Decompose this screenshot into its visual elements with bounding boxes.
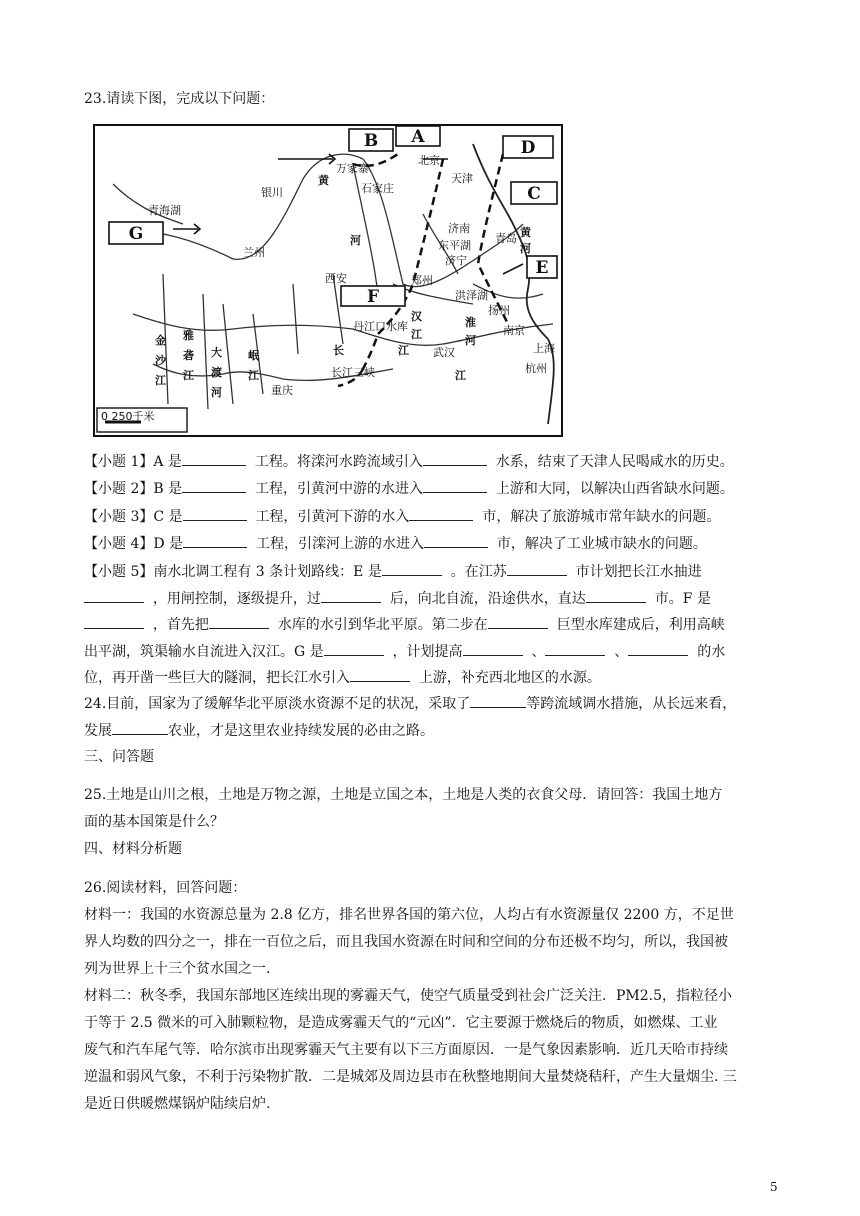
sub5-text: 水库的水引到华北平原。第二步在: [277, 617, 488, 633]
sub4-text-b: 市，解决了工业城市缺水的问题。: [496, 536, 707, 552]
sub2-text-b: 上游和大同，以解决山西省缺水问题。: [495, 481, 734, 497]
label-a: A: [411, 127, 425, 147]
sub3-text-b: 市，解决了旅游城市常年缺水的问题。: [482, 509, 721, 525]
place-label: 济南: [448, 222, 470, 235]
river-label: 岷: [248, 349, 259, 362]
material-2-line: 于等于 2.5 微米的可入肺颗粒物，是造成雾霾天气的“元凶”．它主要源于燃烧后的物质，如燃煤、工业: [84, 1015, 718, 1031]
q24-line1: [84, 693, 784, 714]
sub5-text: 。在江苏: [450, 564, 507, 580]
river-label: 江: [398, 344, 409, 357]
material-1-line: 列为世界上十三个贫水国之一.: [84, 961, 271, 977]
sub4-prefix: 【小题 4】D 是: [84, 536, 184, 552]
q24-line2: [84, 720, 784, 741]
q23-sub3: [84, 506, 784, 527]
answer-blank[interactable]: [182, 451, 246, 466]
place-label: 北京: [418, 154, 440, 167]
river-label: 河: [465, 334, 476, 347]
label-g: G: [128, 224, 144, 244]
section-3-heading: 三、问答题: [84, 749, 154, 765]
sub5-text: 后，向北自流，沿途供水，直达: [389, 591, 586, 607]
q24-text: 发展: [84, 723, 112, 739]
place-label: 杭州: [525, 362, 547, 375]
place-label: 济宁: [445, 254, 467, 267]
answer-blank[interactable]: [409, 506, 473, 521]
q26-title: 26.阅读材料，回答问题：: [84, 880, 247, 896]
river-label: 长: [333, 344, 344, 357]
material-1-line: 材料一：我国的水资源总量为 2.8 亿方，排名世界各国的第六位，人均占有水资源量仅 2200 方，不足世: [84, 907, 734, 923]
sub5-text: 的水: [697, 644, 726, 660]
section-4-heading: 四、材料分析题: [84, 841, 182, 857]
label-e: E: [535, 258, 549, 278]
place-label: 青岛: [495, 232, 517, 245]
sub5-text: ，首先把: [152, 617, 209, 633]
q23-sub2: [84, 478, 784, 499]
water-transfer-map: [93, 124, 563, 437]
q24-text: 等跨流域调水措施，从长远来看，: [526, 696, 737, 712]
answer-blank[interactable]: [321, 588, 381, 603]
label-f: F: [366, 287, 380, 307]
river-label: 黄: [318, 174, 329, 187]
place-label: 西安: [325, 272, 347, 285]
place-label: 银川: [261, 186, 283, 199]
sub5-text: 【小题 5】南水北调工程有 3 条计划路线：E 是: [84, 564, 382, 580]
sub5-text: 上游，补充西北地区的水源。: [418, 670, 601, 686]
sub5-text: 、: [614, 644, 629, 660]
answer-blank[interactable]: [507, 561, 567, 576]
sub1-text-a: 工程。将滦河水跨流域引入: [254, 454, 423, 470]
q23-sub1: [84, 451, 784, 472]
q23-sub5-line5: [84, 667, 784, 688]
material-2-line: 废气和汽车尾气等．哈尔滨市出现雾霾天气主要有以下三方面原因．一是气象因素影响．近几天哈市持续: [84, 1042, 728, 1058]
place-label: 石家庄: [361, 182, 394, 195]
place-label: 扬州: [488, 304, 510, 317]
river-label: 江: [411, 328, 422, 341]
sub5-text: 、: [531, 644, 546, 660]
answer-blank[interactable]: [423, 451, 487, 466]
place-label: 兰州: [243, 246, 265, 259]
place-label: 东平湖: [438, 239, 471, 252]
answer-blank[interactable]: [470, 693, 526, 708]
material-2-line: 是近日供暖燃煤锅炉陆续启炉.: [84, 1096, 271, 1112]
place-label: 长江三峡: [331, 366, 375, 379]
place-label: 南京: [503, 324, 525, 337]
river-label: 江: [155, 374, 166, 387]
river-label: 河: [350, 234, 361, 247]
sub3-prefix: 【小题 3】C 是: [84, 509, 183, 525]
sub2-prefix: 【小题 2】B 是: [84, 481, 183, 497]
place-label: 青海湖: [148, 204, 181, 217]
place-label: 洪泽湖: [455, 289, 488, 302]
material-2-line: 逆温和弱风气象，不利于污染物扩散．二是城郊及周边县市在秋整地期间大量焚烧秸秆，产生大量烟尘. 三: [84, 1069, 737, 1085]
q23-sub5-line2: [84, 588, 784, 609]
answer-blank[interactable]: [586, 588, 646, 603]
sub5-text: 市计划把长江水抽进: [575, 564, 702, 580]
answer-blank[interactable]: [324, 641, 384, 656]
river-label: 黄: [520, 226, 531, 239]
river-label: 汉: [411, 310, 422, 323]
q24-text: 农业，才是这里农业持续发展的必由之路。: [168, 723, 434, 739]
answer-blank[interactable]: [183, 506, 247, 521]
label-d: D: [520, 138, 536, 158]
place-label: 万家寨: [336, 162, 369, 175]
label-b: B: [363, 131, 379, 151]
river-label: 河: [520, 242, 531, 255]
q23-sub5-line4: [84, 641, 784, 662]
answer-blank[interactable]: [84, 614, 144, 629]
answer-blank[interactable]: [112, 720, 168, 735]
q23-sub5-line3: [84, 614, 784, 635]
place-label: 天津: [451, 172, 473, 185]
sub5-text: ，用闸控制，逐级提升，过: [152, 591, 321, 607]
q25-line2: 面的基本国策是什么？: [84, 814, 224, 830]
answer-blank[interactable]: [628, 641, 688, 656]
river-label: 江: [455, 369, 466, 382]
answer-blank[interactable]: [183, 533, 247, 548]
river-label: 大: [211, 346, 222, 359]
material-2-line: 材料二：秋冬季，我国东部地区连续出现的雾霾天气，使空气质量受到社会广泛关注．PM2.5，指粒径小: [84, 988, 733, 1004]
map-scale: 0 250千米: [101, 410, 155, 423]
q23-title: 23.请读下图，完成以下问题：: [84, 91, 275, 107]
sub3-text-a: 工程，引黄河下游的水入: [255, 509, 410, 525]
label-c: C: [527, 184, 541, 204]
sub5-text: ，计划提高: [392, 644, 463, 660]
answer-blank[interactable]: [463, 641, 523, 656]
answer-blank[interactable]: [423, 478, 487, 493]
sub5-text: 出平湖，筑渠输水自流进入汉江。G 是: [84, 644, 324, 660]
river-label: 砻: [183, 349, 194, 362]
place-label: 丹江口水库: [353, 320, 408, 333]
answer-blank[interactable]: [182, 478, 246, 493]
page-number: 5: [770, 1180, 778, 1194]
sub5-text: 位，再开凿一些巨大的隧洞，把长江水引入: [84, 670, 350, 686]
river-label: 雅: [183, 329, 194, 342]
q23-sub4: [84, 533, 784, 554]
answer-blank[interactable]: [424, 533, 488, 548]
sub5-text: 市。F 是: [654, 591, 711, 607]
q24-text: 24.目前，国家为了缓解华北平原淡水资源不足的状况，采取了: [84, 696, 471, 712]
sub1-prefix: 【小题 1】A 是: [84, 454, 182, 470]
river-label: 沙: [155, 354, 166, 367]
answer-blank[interactable]: [488, 614, 548, 629]
place-label: 郑州: [411, 274, 433, 287]
river-label: 金: [155, 334, 166, 347]
answer-blank[interactable]: [545, 641, 605, 656]
answer-blank[interactable]: [350, 667, 410, 682]
answer-blank[interactable]: [84, 588, 144, 603]
river-label: 渡: [211, 366, 222, 379]
place-label: 武汉: [433, 346, 455, 359]
answer-blank[interactable]: [209, 614, 269, 629]
place-label: 上海: [533, 342, 555, 355]
river-label: 淮: [465, 316, 476, 329]
sub2-text-a: 工程，引黄河中游的水进入: [255, 481, 424, 497]
q25-line1: 25.土地是山川之根，土地是万物之源，土地是立国之本，土地是人类的衣食父母．请回答：我国土地方: [84, 787, 723, 803]
q23-sub5-line1: [84, 561, 784, 582]
material-1-line: 界人均数的四分之一，排在一百位之后，而且我国水资源在时间和空间的分布还极不均匀，所以，我国被: [84, 934, 728, 950]
sub1-text-b: 水系，结束了天津人民喝咸水的历史。: [495, 454, 734, 470]
sub5-text: 巨型水库建成后，利用高峡: [556, 617, 725, 633]
river-label: 江: [183, 369, 194, 382]
place-label: 重庆: [271, 384, 293, 397]
answer-blank[interactable]: [382, 561, 442, 576]
sub4-text-a: 工程，引滦河上游的水进入: [255, 536, 424, 552]
river-label: 江: [248, 369, 259, 382]
river-label: 河: [211, 386, 222, 399]
